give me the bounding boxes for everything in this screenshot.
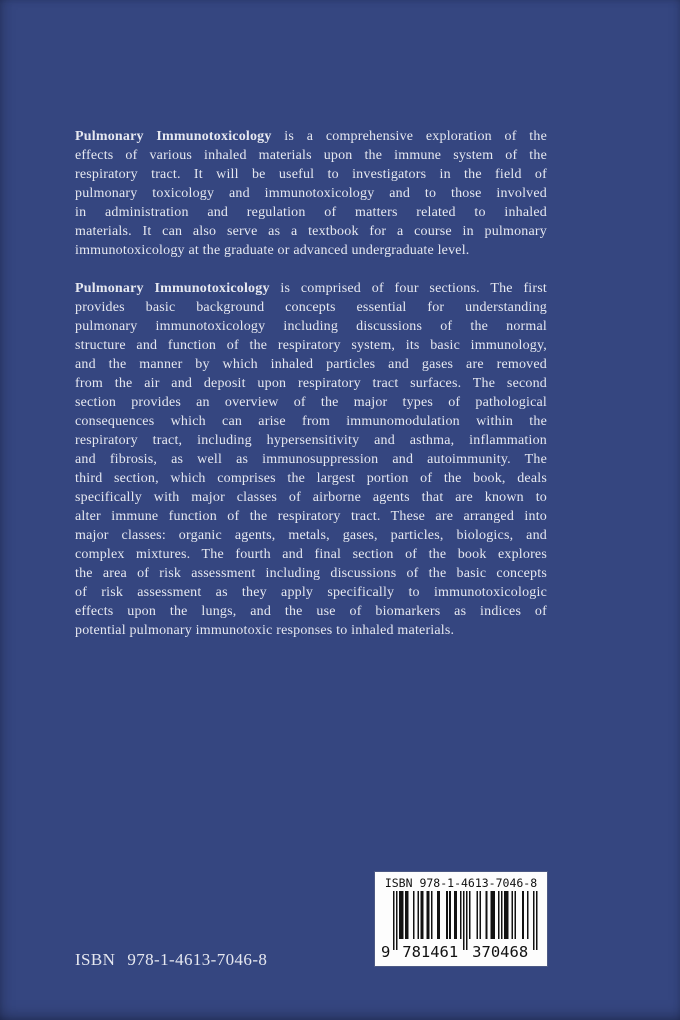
- blurb-line: respiratory tract, including hypersensitivity and asthma, inflammation: [75, 433, 547, 448]
- barcode-bar: [393, 891, 395, 950]
- book-title-bold: Pulmonary Immunotoxicology: [75, 129, 272, 144]
- barcode-bar: [533, 891, 535, 950]
- barcode-bar: [420, 891, 422, 939]
- barcode-bar: [463, 891, 465, 950]
- barcode-human-digits: 370468: [472, 943, 529, 961]
- blurb-line: section provides an overview of the major types of pathological: [75, 395, 547, 410]
- blurb-line: the area of risk assessment including discussions of the basic concepts: [75, 566, 547, 581]
- barcode-isbn-text: ISBN 978-1-4613-7046-8: [384, 876, 538, 890]
- blurb-line: structure and function of the respiratory system, its basic immunology,: [75, 338, 547, 353]
- blurb-line: complex mixtures. The fourth and final section of the book explores: [75, 547, 547, 562]
- barcode-bar: [522, 891, 524, 939]
- barcode-bar: [405, 891, 407, 939]
- blurb-line: and the manner by which inhaled particles and gases are removed: [75, 357, 547, 372]
- blurb-line: in administration and regulation of matters related to inhaled: [75, 205, 547, 220]
- blurb-line: from the air and deposit upon respiratory tract surfaces. The second: [75, 376, 547, 391]
- blurb-line: materials. It can also serve as a textbook for a course in pulmonary: [75, 224, 547, 239]
- isbn-footer: [75, 950, 267, 970]
- blurb-line: major classes: organic agents, metals, gases, particles, biologics, and: [75, 528, 547, 543]
- barcode-human-digits: 781461: [402, 943, 459, 961]
- barcode-bar: [413, 891, 415, 939]
- blurb-line: specifically with major classes of airborne agents that are known to: [75, 490, 547, 505]
- blurb-line: effects of various inhaled materials upon the immune system of the: [75, 148, 547, 163]
- blurb-line: pulmonary immunotoxicology including discussions of the normal: [75, 319, 547, 334]
- barcode-bar: [490, 891, 492, 939]
- barcode-panel: [375, 872, 547, 966]
- barcode-bar: [466, 891, 468, 950]
- barcode-bar: [455, 891, 457, 939]
- barcode-bar: [446, 891, 448, 939]
- barcode-bar: [536, 891, 538, 950]
- blurb-paragraph: [75, 279, 547, 640]
- barcode-bar: [492, 891, 494, 939]
- barcode-bar: [493, 891, 495, 939]
- barcode-bar: [477, 891, 479, 939]
- blurb-line: potential pulmonary immunotoxic responses to inhaled materials.: [75, 623, 455, 638]
- barcode-bar: [505, 891, 507, 939]
- barcode-bar: [437, 891, 439, 939]
- barcode-bar: [504, 891, 506, 939]
- barcode-bar: [426, 891, 428, 939]
- blurb-line: Pulmonary Immunotoxicology is comprised of four sections. The first: [75, 281, 547, 296]
- barcode-bar: [501, 891, 503, 939]
- blurb-line: pulmonary toxicology and immunotoxicology and to those involved: [75, 186, 547, 201]
- barcode-bar: [515, 891, 517, 939]
- barcode-bar: [480, 891, 482, 939]
- barcode-bar: [428, 891, 430, 939]
- barcode-bar: [498, 891, 500, 939]
- barcode-bar: [439, 891, 441, 939]
- ean13-barcode-icon: [381, 891, 541, 963]
- back-cover-blurb: [75, 127, 547, 659]
- blurb-line: and fibrosis, as well as immunosuppression and autoimmunity. The: [75, 452, 547, 467]
- blurb-line: of risk assessment as they apply specifically to immunotoxicologic: [75, 585, 547, 600]
- isbn-label: ISBN: [75, 950, 116, 969]
- barcode-bar: [417, 891, 419, 939]
- blurb-line: Pulmonary Immunotoxicology is a comprehensive exploration of the: [75, 129, 548, 144]
- barcode-bar: [407, 891, 409, 939]
- barcode-bar: [401, 891, 403, 939]
- barcode-bar: [449, 891, 451, 939]
- blurb-line: provides basic background concepts essential for understanding: [75, 300, 547, 315]
- barcode-bar: [527, 891, 529, 939]
- barcode-bar: [422, 891, 424, 939]
- barcode-bar: [454, 891, 456, 939]
- blurb-line: consequences which can arise from immunomodulation within the: [75, 414, 547, 429]
- barcode-bar: [396, 891, 398, 950]
- isbn-number: 978-1-4613-7046-8: [127, 950, 268, 969]
- barcode-human-digits: 9: [381, 943, 391, 961]
- barcode-bar: [507, 891, 509, 939]
- barcode-bar: [512, 891, 514, 939]
- blurb-paragraph: [75, 127, 547, 260]
- book-title-bold: Pulmonary Immunotoxicology: [75, 281, 270, 296]
- barcode-bar: [460, 891, 462, 939]
- blurb-line: immunotoxicology at the graduate or advanced undergraduate level.: [75, 243, 470, 258]
- barcode-bar: [469, 891, 471, 939]
- blurb-line: respiratory tract. It will be useful to investigators in the field of: [75, 167, 547, 182]
- barcode-bar: [431, 891, 433, 939]
- barcode-bar: [402, 891, 404, 939]
- barcode-bar: [399, 891, 401, 939]
- blurb-line: third section, which comprises the largest portion of the book, deals: [75, 471, 547, 486]
- blurb-line: effects upon the lungs, and the use of biomarkers as indices of: [75, 604, 547, 619]
- barcode-bar: [486, 891, 488, 939]
- blurb-line: alter immune function of the respiratory tract. These are arranged into: [75, 509, 547, 524]
